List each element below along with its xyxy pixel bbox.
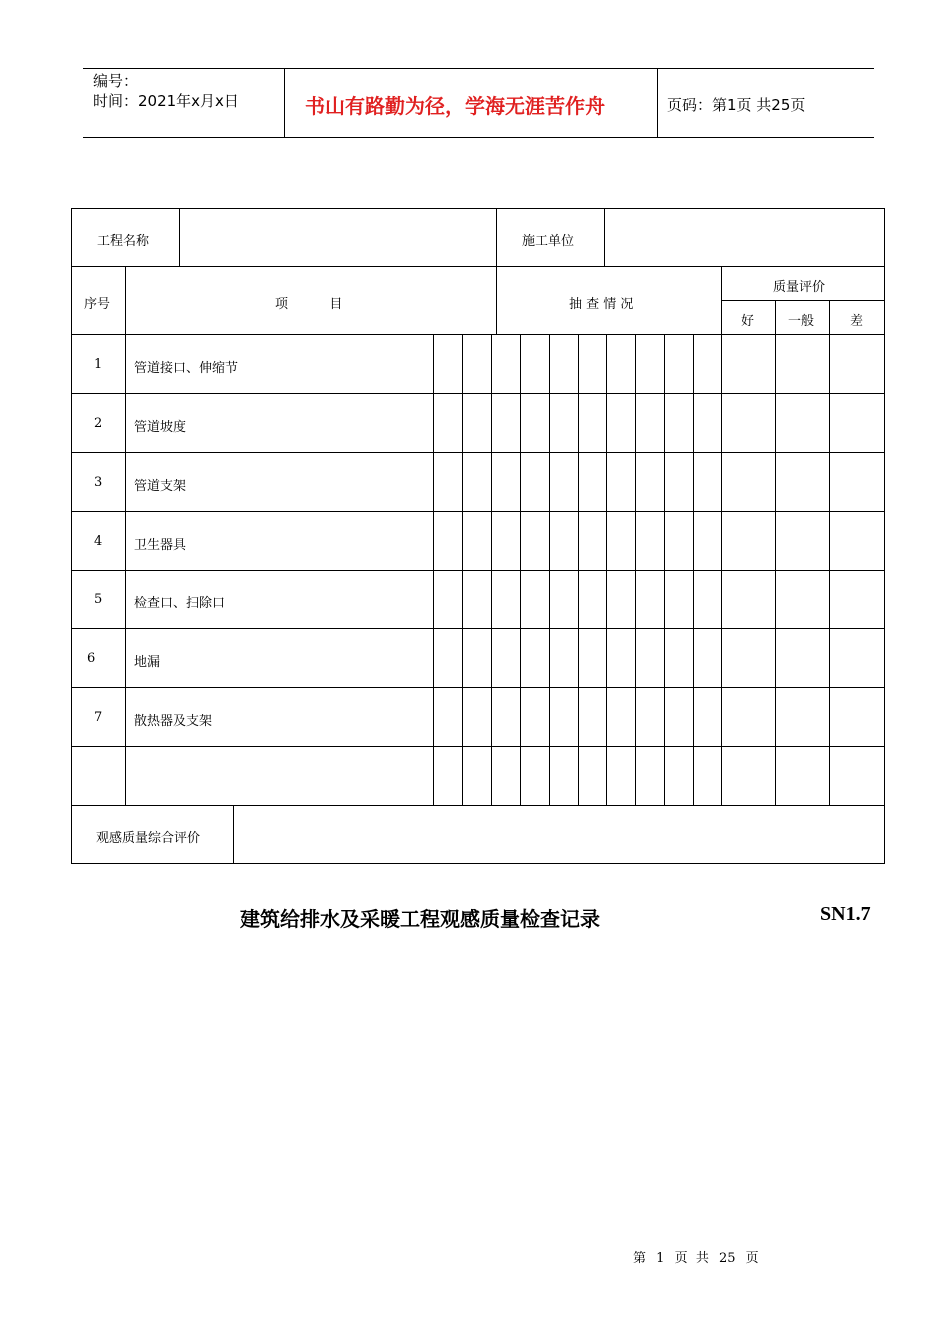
table-line xyxy=(604,208,605,266)
summary-label: 观感质量综合评价 xyxy=(96,831,201,846)
col-item-header: 项 目 xyxy=(275,297,343,312)
table-line xyxy=(721,300,885,301)
inspection-table xyxy=(71,208,885,864)
footer-suffix: 页 xyxy=(745,1251,759,1266)
page-footer xyxy=(633,1247,765,1266)
table-border xyxy=(71,208,72,864)
page-info: 页码：第1页 共25页 xyxy=(667,96,806,114)
row-item: 管道接口、伸缩节 xyxy=(134,361,239,376)
table-line xyxy=(71,805,885,806)
row-item: 散热器及支架 xyxy=(134,714,213,729)
table-line xyxy=(71,511,885,512)
row-item: 管道坡度 xyxy=(134,420,187,435)
row-seq: 3 xyxy=(94,475,103,490)
row-seq: 6 xyxy=(87,651,96,666)
table-line xyxy=(71,628,885,629)
table-border xyxy=(71,208,885,209)
table-line xyxy=(179,208,180,266)
table-line xyxy=(71,266,885,267)
row-item: 检查口、扫除口 xyxy=(134,596,226,611)
motto-text: 书山有路勤为径，学海无涯苦作舟 xyxy=(305,94,605,118)
check-column-line xyxy=(520,334,521,805)
check-column-line xyxy=(664,334,665,805)
time-label: 时间：2021年x月x日 xyxy=(93,92,239,110)
row-seq: 7 xyxy=(94,710,103,725)
table-line xyxy=(71,570,885,571)
col-seq-header: 序号 xyxy=(84,297,111,312)
check-column-line xyxy=(462,334,463,805)
footer-total-pages: 25 xyxy=(718,1251,736,1266)
check-column-line xyxy=(693,334,694,805)
construction-unit-label: 施工单位 xyxy=(522,234,575,249)
row-item: 卫生器具 xyxy=(134,538,187,553)
table-line xyxy=(125,266,126,805)
row-seq: 4 xyxy=(94,534,103,549)
table-line xyxy=(71,393,885,394)
table-line xyxy=(233,805,234,864)
document-code: SN1.7 xyxy=(820,903,871,925)
document-title: 建筑给排水及采暖工程观感质量检查记录 xyxy=(240,907,600,931)
row-item: 地漏 xyxy=(134,655,161,670)
grade-poor-header: 差 xyxy=(850,314,864,329)
table-line xyxy=(775,300,776,805)
table-border xyxy=(884,208,885,864)
footer-prefix: 第 xyxy=(633,1251,647,1266)
table-line xyxy=(71,334,885,335)
check-column-line xyxy=(578,334,579,805)
row-seq: 1 xyxy=(94,357,103,372)
header-divider xyxy=(284,69,285,137)
table-line xyxy=(71,452,885,453)
table-line xyxy=(496,208,497,334)
col-check-header: 抽 查 情 况 xyxy=(569,297,634,312)
project-name-label: 工程名称 xyxy=(97,234,150,249)
number-label: 编号： xyxy=(93,72,139,90)
table-line xyxy=(721,266,722,805)
grade-good-header: 好 xyxy=(741,314,755,329)
table-line xyxy=(71,687,885,688)
check-column-line xyxy=(635,334,636,805)
row-seq: 2 xyxy=(94,416,103,431)
footer-mid: 页 共 xyxy=(674,1251,709,1266)
table-border xyxy=(71,863,885,864)
row-item: 管道支架 xyxy=(134,479,187,494)
check-column-line xyxy=(549,334,550,805)
check-column-line xyxy=(491,334,492,805)
check-column-line xyxy=(433,334,434,805)
table-line xyxy=(829,300,830,805)
footer-page-number: 1 xyxy=(656,1251,665,1266)
table-line xyxy=(71,746,885,747)
check-column-line xyxy=(606,334,607,805)
col-quality-header: 质量评价 xyxy=(773,280,826,295)
row-seq: 5 xyxy=(94,592,103,607)
header-divider xyxy=(657,69,658,137)
grade-normal-header: 一般 xyxy=(788,314,815,329)
